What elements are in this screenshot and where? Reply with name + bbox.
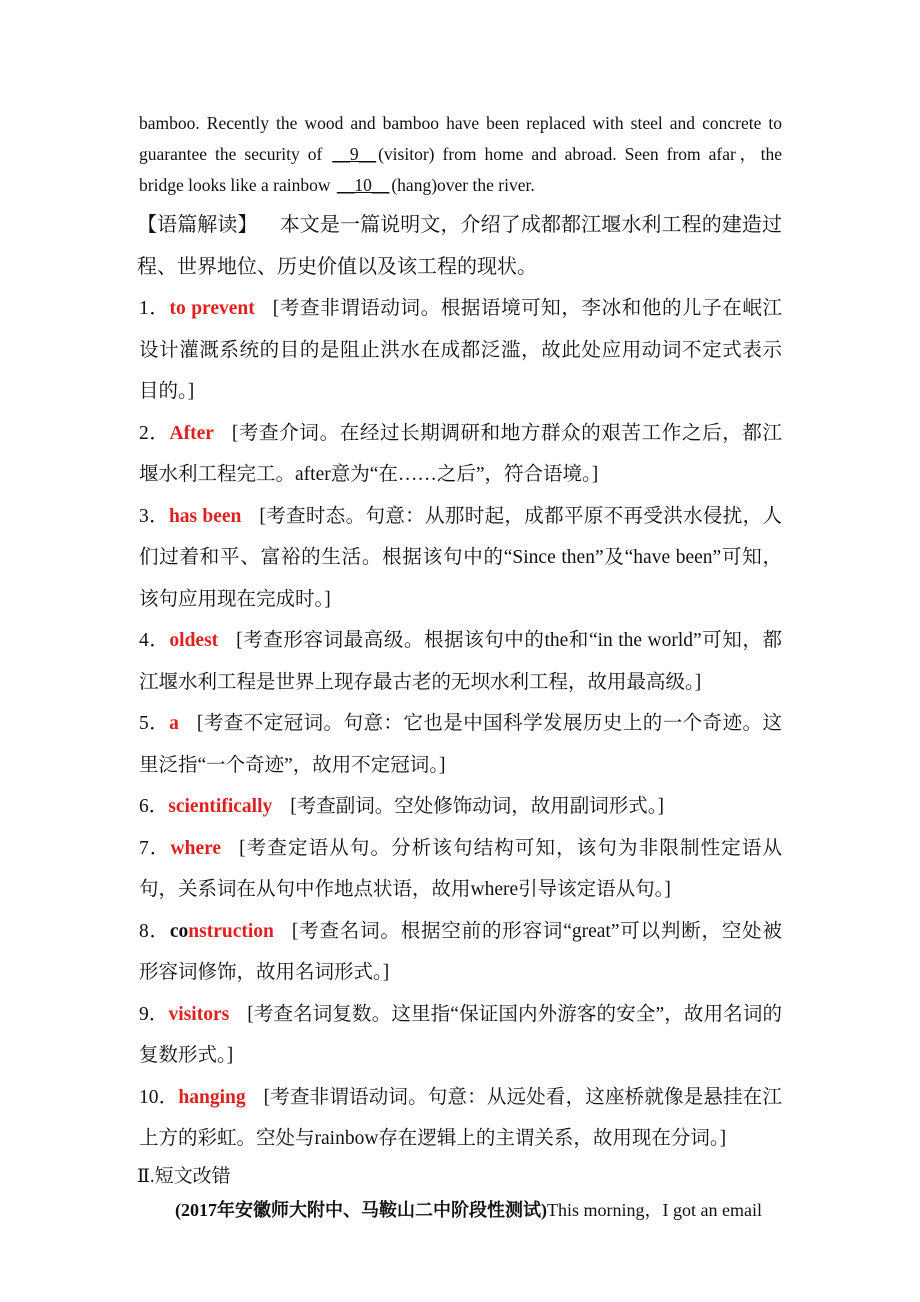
blank-10: __10__ [336,175,390,195]
answer-item-3 [139,496,782,621]
section-title: Ⅱ.短文改错 [137,1165,231,1187]
analysis-text: 本文是一篇说明文，介绍了成都都江堰水利工程的建造过程、世界地位、历史价值以及该工程的现状。 [137,214,783,278]
item-number: 10． [139,1086,179,1108]
item-explanation: [考查名词复数。这里指“保证国内外游客的安全”，故用名词的复数形式。] [139,1003,782,1066]
answer-item-6 [139,786,782,828]
item-explanation: [考查非谓语动词。根据语境可知，李冰和他的儿子在岷江设计灌溉系统的目的是阻止洪水在成都泛滥，故此处应用动词不定式表示目的。] [139,298,782,402]
item-number: 8． [139,920,170,942]
answer-item-5 [139,703,782,786]
item-explanation: [考查介词。在经过长期调研和地方群众的艰苦工作之后，都江堰水利工程完工。after意为“在……之后”，符合语境。] [139,422,782,485]
passage-line-2-end: (visitor) from home and abroad. Seen from afar，the [378,144,782,164]
item-number: 9． [139,1003,169,1025]
item-answer: hanging [178,1086,246,1108]
answer-item-8 [139,911,782,994]
answer-item-1 [139,288,782,413]
item-explanation: [考查不定冠词。句意：它也是中国科学发展历史上的一个奇迹。这里泛指“一个奇迹”，故用不定冠词。] [139,713,782,776]
item-answer: a [169,713,179,734]
item-answer: to prevent [169,298,255,319]
answer-item-2 [139,413,782,496]
item-explanation: [考查定语从句。分析该句结构可知，该句为非限制性定语从句，关系词在从句中作地点状语，故用where引导该定语从句。] [139,837,782,900]
item-answer: nstruction [188,920,274,942]
passage-line-3-start: bridge looks like a rainbow [139,175,335,195]
document-page [139,108,782,1228]
item-answer: visitors [168,1003,230,1025]
source-note: (2017年安徽师大附中、马鞍山二中阶段性测试) [175,1199,547,1220]
item-number: 5． [139,713,170,734]
analysis-paragraph [137,205,782,288]
item-explanation: [考查非谓语动词。句意：从远处看，这座桥就像是悬挂在江上方的彩虹。空处与rainbow存在逻辑上的主谓关系，故用现在分词。] [139,1086,782,1149]
passage-line-2-start: to guarantee the security of [139,113,783,164]
passage-line-1: bamboo. Recently the wood and bamboo have been replaced with steel and concrete [139,113,762,133]
item-explanation: [考查形容词最高级。根据该句中的the和“in the world”可知，都江堰水利工程是世界上现存最古老的无坝水利工程，故用最高级。] [139,630,782,693]
section-text: This morning，I got an email [547,1199,762,1220]
answer-item-10 [139,1077,782,1160]
item-number: 3． [139,505,169,527]
item-answer: where [170,837,222,859]
answer-item-9 [139,994,782,1077]
item-explanation: [考查名词。根据空前的形容词“great”可以判断，空处被形容词修饰，故用名词形式。] [139,920,782,983]
answer-item-4 [139,620,782,703]
item-answer: scientifically [168,796,273,817]
item-number: 6． [139,796,169,817]
blank-9: __9__ [332,144,377,164]
item-number: 2． [139,422,170,444]
item-explanation: [考查时态。句意：从那时起，成都平原不再受洪水侵扰，人们过着和平、富裕的生活。根据该句中的“Since then”及“have been”可知，该句应用现在完成时。] [139,505,782,610]
item-explanation: [考查副词。空处修饰动词，故用副词形式。] [290,796,664,817]
passage-line-3-end: (hang)over the river. [391,175,535,195]
item-number: 1． [139,298,170,319]
item-answer-prefix: co [169,920,189,942]
answer-item-7 [139,828,782,911]
item-answer: oldest [169,630,219,651]
item-answer: After [169,422,214,444]
analysis-label: 【语篇解读】 [137,214,258,236]
item-number: 4． [139,630,170,651]
item-answer: has been [168,505,242,527]
item-number: 7． [139,837,171,859]
section-intro [139,1192,782,1228]
passage-paragraph [139,108,782,201]
